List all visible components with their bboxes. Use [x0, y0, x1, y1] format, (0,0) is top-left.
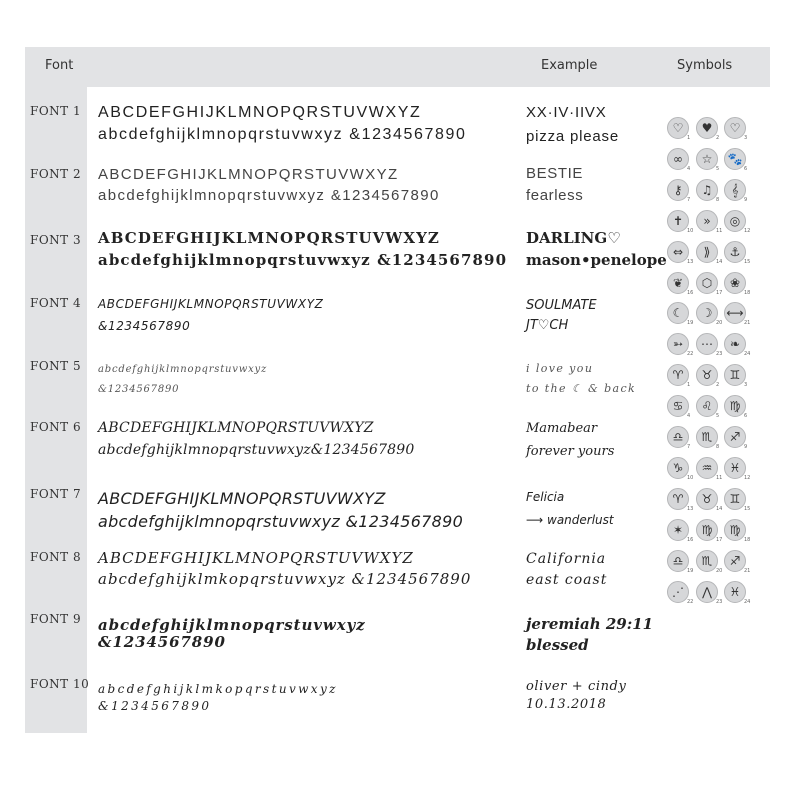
font-sample-lower: &1234567890	[98, 633, 226, 651]
anchor-icon: ⚓	[724, 241, 746, 263]
example-line-1: XX·IV·IIVX	[526, 104, 607, 121]
symbol-number: 18	[744, 290, 751, 296]
header-bar	[25, 47, 770, 87]
font-sample-upper: ABCDEFGHIJKLMNOPQRSTUVWXYZ	[98, 104, 422, 121]
example-line-2: to the ☾ & back	[526, 382, 637, 395]
heart-doodle-icon: ♡	[724, 117, 746, 139]
symbol-number: 14	[716, 506, 723, 512]
symbol-number: 23	[716, 599, 723, 605]
heart-icon: ♥	[696, 117, 718, 139]
symbol-number: 12	[744, 228, 751, 234]
symbol-number: 21	[744, 320, 751, 326]
example-line-2: fearless	[526, 187, 584, 204]
font-sample-lower: &1234567890	[98, 699, 212, 713]
arrow-left-icon: ➳	[667, 333, 689, 355]
symbol-number: 1	[687, 382, 691, 388]
font-sample-lower: abcdefghijklmkopqrstuvwxyz &1234567890	[98, 570, 472, 588]
symbol-number: 13	[687, 506, 694, 512]
arrows-icon: ⇔	[667, 241, 689, 263]
aquarius-icon: ♒	[696, 457, 718, 479]
font-sample-upper: abcdefghijklmnopqrstuvwxyz	[98, 616, 366, 634]
symbol-number: 8	[716, 444, 720, 450]
heart-outline-icon: ♡	[667, 117, 689, 139]
font-label: FONT 1	[30, 104, 82, 118]
symbol-number: 24	[744, 351, 751, 357]
dandelion-icon: ❦	[667, 272, 689, 294]
butterfly-icon: ❀	[724, 272, 746, 294]
symbol-number: 19	[687, 320, 694, 326]
symbol-number: 18	[744, 537, 751, 543]
pisces-constellation-icon: ♓	[724, 581, 746, 603]
symbol-number: 8	[716, 197, 720, 203]
font-sample-upper: ABCDEFGHIJKLMNOPQRSTUVWXYZ	[98, 420, 374, 436]
example-line-1: BESTIE	[526, 165, 583, 182]
symbol-number: 15	[744, 506, 751, 512]
example-line-2: JT♡CH	[526, 318, 569, 333]
symbol-number: 22	[687, 599, 694, 605]
font-label: FONT 4	[30, 296, 82, 310]
example-line-2: east coast	[526, 572, 608, 588]
font-sample-upper: ABCDEFGHIJKLMNOPQRSTUVWXYZ	[98, 549, 414, 567]
symbol-number: 7	[687, 444, 691, 450]
font-label: FONT 8	[30, 550, 82, 564]
font-sample-upper: ABCDEFGHIJKLMNOPQRSTUVWXYZ	[98, 297, 324, 311]
aquarius-constellation-icon: ⋀	[696, 581, 718, 603]
symbol-number: 20	[716, 320, 723, 326]
font-sample-lower: abcdefghijklmnopqrstuvwxyz &1234567890	[98, 251, 508, 269]
example-line-2: forever yours	[526, 444, 615, 459]
hexagon-icon: ⬡	[696, 272, 718, 294]
cancer-constellation-icon: ✶	[667, 519, 689, 541]
sagittarius-icon: ♐	[724, 426, 746, 448]
example-line-1: California	[526, 551, 607, 567]
chevrons-icon: »	[696, 210, 718, 232]
font-sample-lower: abcdefghijklmnopqrstuvwxyz &1234567890	[98, 126, 467, 143]
treble-clef-icon: 𝄞	[724, 179, 746, 201]
symbol-number: 13	[687, 259, 694, 265]
example-line-1: jeremiah 29:11	[526, 615, 654, 633]
symbol-number: 23	[716, 351, 723, 357]
font-sample-lower: abcdefghijklmnopqrstuvwxyz &1234567890	[98, 187, 440, 204]
font-sample-lower: abcdefghijklmnopqrstuvwxyz&1234567890	[98, 442, 415, 458]
symbol-number: 7	[687, 197, 691, 203]
font-label: FONT 10	[30, 677, 90, 691]
circle-icon: ◎	[724, 210, 746, 232]
example-line-2: 10.13.2018	[526, 697, 607, 712]
font-label: FONT 9	[30, 612, 82, 626]
star-icon: ☆	[696, 148, 718, 170]
symbol-number: 2	[716, 382, 720, 388]
dots-arrow-icon: ⋯	[696, 333, 718, 355]
symbol-number: 1	[687, 135, 691, 141]
scorpio-icon: ♏	[696, 426, 718, 448]
symbol-number: 9	[744, 444, 748, 450]
cancer-icon: ♋	[667, 395, 689, 417]
header-example: Example	[541, 58, 598, 73]
symbol-number: 6	[744, 413, 748, 419]
example-line-2: pizza please	[526, 128, 619, 145]
font-label: FONT 6	[30, 420, 82, 434]
moon-icon: ☾	[667, 302, 689, 324]
symbol-number: 14	[716, 259, 723, 265]
scorpio-constellation-icon: ♏	[696, 550, 718, 572]
taurus-icon: ♉	[696, 364, 718, 386]
example-line-1: DARLING♡	[526, 229, 621, 247]
font-label: FONT 2	[30, 167, 82, 181]
symbol-number: 5	[716, 166, 720, 172]
leo-icon: ♌	[696, 395, 718, 417]
symbol-number: 6	[744, 166, 748, 172]
moon-star-icon: ☽	[696, 302, 718, 324]
symbol-number: 16	[687, 290, 694, 296]
symbol-number: 24	[744, 599, 751, 605]
font-sample-upper: abcdefghijklmnopqrstuvwxyz	[98, 364, 268, 375]
symbol-number: 4	[687, 413, 691, 419]
symbol-number: 3	[744, 135, 748, 141]
infinity-icon: ∞	[667, 148, 689, 170]
font-label: FONT 3	[30, 233, 82, 247]
symbol-number: 17	[716, 537, 723, 543]
example-line-1: Mamabear	[526, 421, 598, 436]
font-sample-upper: ABCDEFGHIJKLMNOPQRSTUVWXYZ	[98, 489, 386, 508]
symbol-number: 11	[716, 475, 723, 481]
font-sample-lower: &1234567890	[98, 384, 180, 395]
virgo-icon: ♍	[724, 395, 746, 417]
sagittarius-constellation-icon: ♐	[724, 550, 746, 572]
capricorn-icon: ♑	[667, 457, 689, 479]
music-note-icon: ♫	[696, 179, 718, 201]
virgo-constellation-icon: ♍	[696, 519, 718, 541]
font-label: FONT 7	[30, 487, 82, 501]
font-label: FONT 5	[30, 359, 82, 373]
example-line-1: i love you	[526, 362, 594, 375]
example-line-2: mason•penelope	[526, 251, 667, 269]
symbol-number: 19	[687, 568, 694, 574]
example-line-1: Felicia	[526, 490, 565, 504]
gemini-constellation-icon: ♊	[724, 488, 746, 510]
example-line-1: oliver + cindy	[526, 679, 627, 694]
font-sample-upper: ABCDEFGHIJKLMNOPQRSTUVWXYZ	[98, 229, 440, 247]
example-line-2: blessed	[526, 636, 589, 654]
virgo-alt-icon: ♍	[724, 519, 746, 541]
symbol-number: 3	[744, 382, 748, 388]
header-font: Font	[45, 58, 74, 73]
symbol-number: 4	[687, 166, 691, 172]
paw-icon: 🐾	[724, 148, 746, 170]
arrow-icon: ⟷	[724, 302, 746, 324]
example-line-2: ⟶ wanderlust	[526, 513, 614, 527]
aries-constellation-icon: ♈	[667, 488, 689, 510]
taurus-constellation-icon: ♉	[696, 488, 718, 510]
symbol-number: 10	[687, 475, 694, 481]
symbol-number: 16	[687, 537, 694, 543]
symbol-number: 2	[716, 135, 720, 141]
symbol-number: 17	[716, 290, 723, 296]
symbols-grid	[664, 117, 764, 617]
symbol-number: 22	[687, 351, 694, 357]
symbol-number: 9	[744, 197, 748, 203]
cross-icon: ✝	[667, 210, 689, 232]
label-column	[25, 87, 90, 733]
libra-constellation-icon: ♎	[667, 550, 689, 572]
symbol-number: 10	[687, 228, 694, 234]
font-sample-lower: &1234567890	[98, 319, 191, 333]
arrow-feather-icon: ⟫	[696, 241, 718, 263]
symbol-number: 21	[744, 568, 751, 574]
symbol-number: 5	[716, 413, 720, 419]
symbol-number: 11	[716, 228, 723, 234]
leaf-icon: ❧	[724, 333, 746, 355]
capricorn-constellation-icon: ⋰	[667, 581, 689, 603]
key-icon: ⚷	[667, 179, 689, 201]
font-sample-lower: abcdefghijklmnopqrstuvwxyz &1234567890	[98, 512, 464, 531]
gemini-icon: ♊	[724, 364, 746, 386]
pisces-icon: ♓	[724, 457, 746, 479]
header-symbols: Symbols	[677, 58, 733, 73]
aries-icon: ♈	[667, 364, 689, 386]
example-line-1: SOULMATE	[526, 298, 597, 313]
font-sample-upper: ABCDEFGHIJKLMNOPQRSTUVWXYZ	[98, 166, 399, 183]
libra-icon: ♎	[667, 426, 689, 448]
symbol-number: 20	[716, 568, 723, 574]
font-sample-upper: abcdefghijklmkopqrstuvwxyz	[98, 682, 338, 696]
symbol-number: 15	[744, 259, 751, 265]
symbol-number: 12	[744, 475, 751, 481]
